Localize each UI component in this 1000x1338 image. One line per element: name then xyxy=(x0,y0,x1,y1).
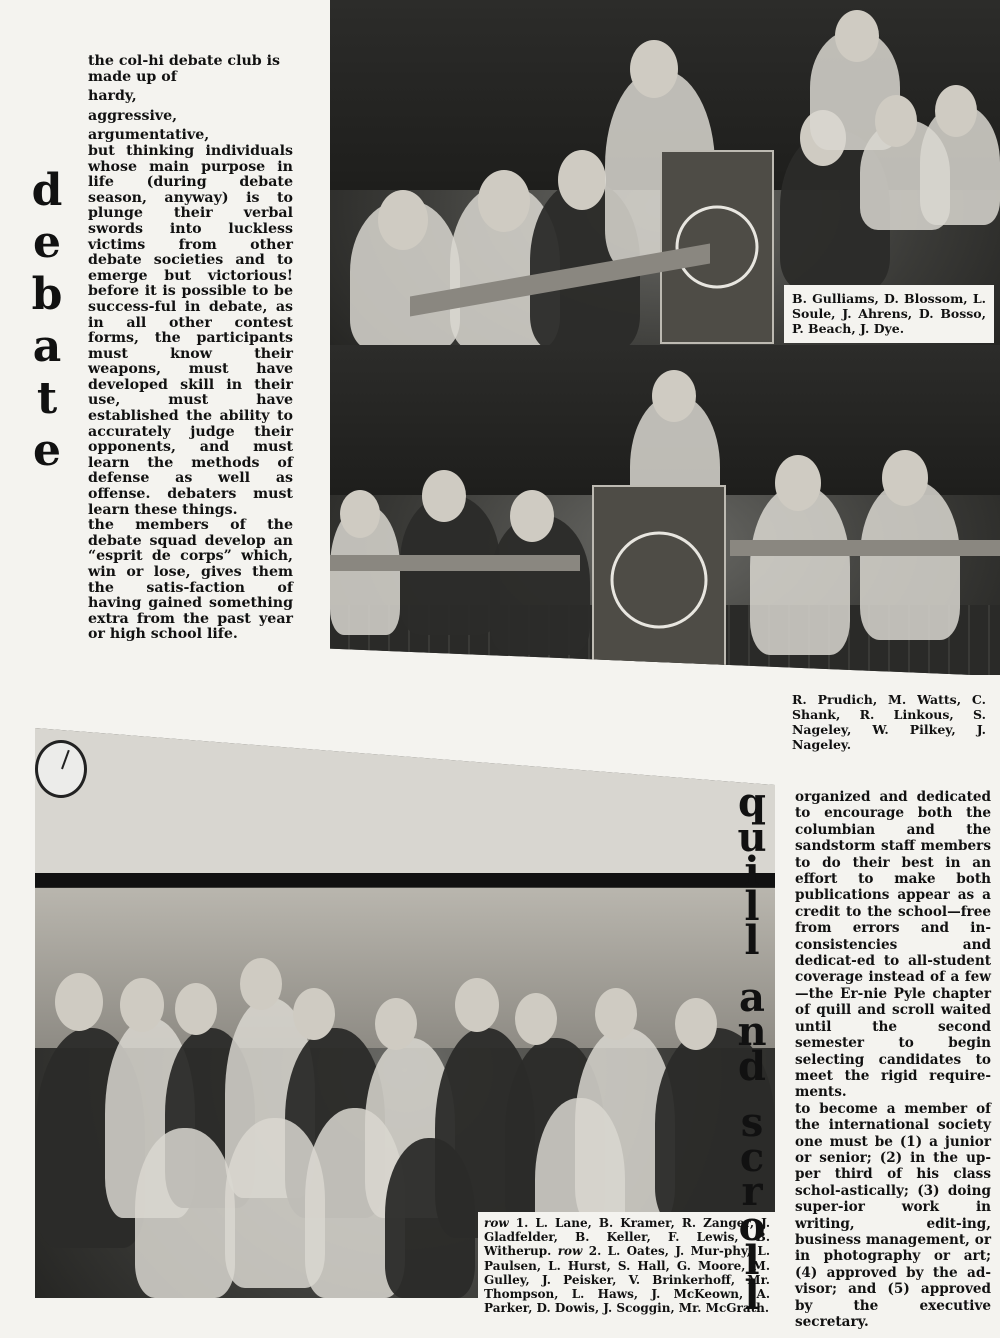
debate-caption-middle: R. Prudich, M. Watts, C. Shank, R. Linkous, S. Nageley, W. Pilkey, J. Nageley. xyxy=(784,686,994,744)
debate-paragraph-1: but thinking individuals whose main purpose in life (during debate season, anyway) is to plunge their verbal swords into luckless victims from other debate societies and to emerge but victorious! before it is possible to be success-ful in debate, as in all other contest forms, the participants must know their weapons, must have developed skill in their use, must have established the ability to accurately judge their opponents, and must learn the methods of defense as well as offense. debaters must learn these things. xyxy=(88,142,293,518)
debate-paragraph-2: the members of the debate squad develop an “esprit de corps” which, win or lose, gives them the satis-faction of having gained something extra from the past year or high school life. xyxy=(88,517,293,643)
debate-intro-line: argumentative, xyxy=(88,127,210,144)
heading-letter: b xyxy=(31,269,63,320)
heading-letter: i xyxy=(744,848,760,895)
debate-caption-top: B. Gulliams, D. Blossom, L. Soule, J. Ahrens, D. Bosso, P. Beach, J. Dye. xyxy=(784,285,994,343)
caption-row-1: 1. L. Lane, B. Kramer, R. Zanger, J. Gladfelder, B. Keller, F. Lewis, B. Witherup. xyxy=(484,1216,770,1259)
heading-letter: l xyxy=(744,1271,760,1319)
un-emblem-board xyxy=(660,150,774,344)
quill-body xyxy=(795,789,991,1330)
heading-letter: q xyxy=(738,779,766,826)
heading-letter: d xyxy=(738,1042,766,1090)
debate-intro xyxy=(88,54,293,643)
heading-letter: c xyxy=(739,1133,765,1181)
heading-letter: s xyxy=(740,1099,764,1146)
heading-letter: t xyxy=(36,373,58,424)
heading-letter: l xyxy=(744,1237,760,1284)
quill-paragraph-2: to become a member of the international society one must be (1) a junior or senior; (2) in the up-per third of his class schol-astically; (3) doing super-ior work in writing, edit-ing, business management, or in photography or art; (4) approved by the ad-visor; and (5) approved by the executive secretary. xyxy=(795,1100,991,1330)
clock-icon xyxy=(35,740,87,798)
debate-photo-middle xyxy=(330,345,1000,675)
heading-letter: u xyxy=(737,813,767,861)
quill-and-scroll-heading xyxy=(725,779,779,1319)
heading-letter: r xyxy=(741,1168,763,1215)
caption-row-2: 2. L. Oates, J. Mur-phy, L. Paulsen, L. Hurst, S. Hall, G. Moore, M. Gulley, J. Peisker, V. Brinkerhoff, Mr. Thompson, L. Haws, J. McKeown, A. Parker, D. Dowis, J. Scoggin, Mr. McGrath. xyxy=(484,1244,771,1316)
quill-paragraph-1: organized and dedicated to encourage both the columbian and the sandstorm staff members to do their best in an effort to make both publications appear as a credit to the school—free from errors and in-consistencies and dedicat-ed to all-student coverage instead of a few—the Er-nie Pyle chapter of quill and scroll waited until the second semester to begin selecting candidates to meet the rigid require-ments. xyxy=(795,789,991,1101)
heading-letter: n xyxy=(737,1008,767,1055)
heading-letter: l xyxy=(744,917,760,964)
debate-intro-line: hardy, xyxy=(88,88,137,105)
un-emblem-board xyxy=(592,485,726,674)
heading-letter: e xyxy=(33,217,61,268)
heading-letter: e xyxy=(33,425,61,476)
debate-intro-line: aggressive, xyxy=(88,107,178,124)
heading-letter: a xyxy=(32,321,62,372)
heading-letter: o xyxy=(738,1202,766,1250)
debate-heading xyxy=(22,165,72,477)
caption-row-label: row xyxy=(557,1244,583,1259)
heading-letter: l xyxy=(744,882,760,930)
heading-letter: a xyxy=(739,973,765,1021)
heading-letter: d xyxy=(31,165,63,216)
debate-intro-line: the col-hi debate club is xyxy=(88,53,281,69)
caption-row-label: row xyxy=(484,1216,509,1230)
debate-intro-line: made up of xyxy=(88,68,177,85)
